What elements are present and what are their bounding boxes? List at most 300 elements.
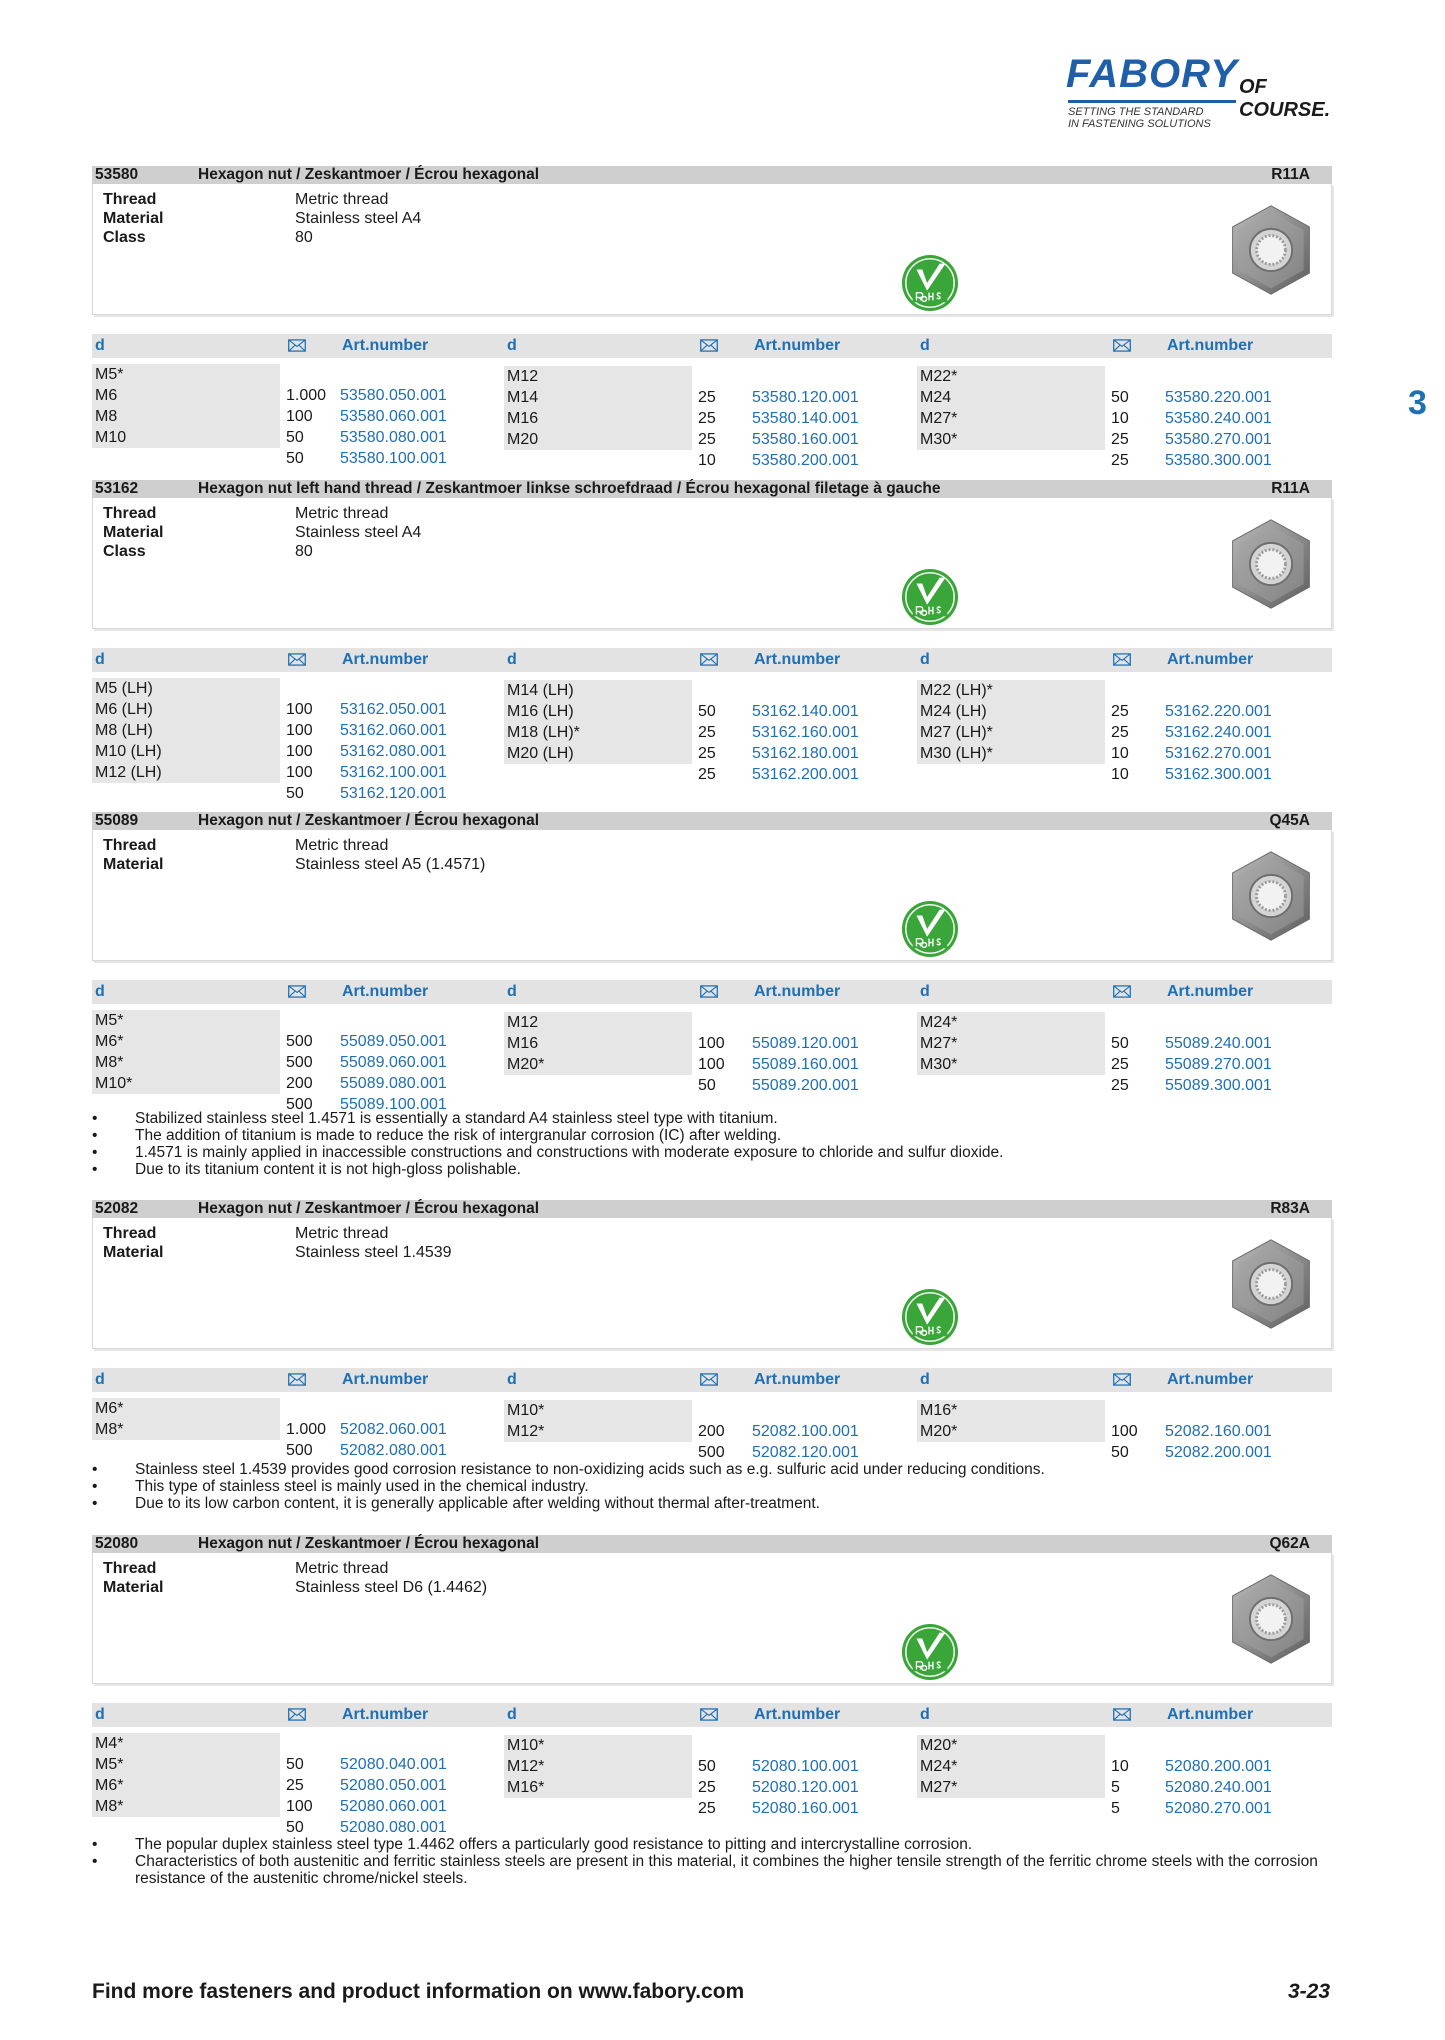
product-notes xyxy=(92,1110,1332,1178)
quantity-cell: 25 xyxy=(1111,1077,1129,1094)
size-cell: M10* xyxy=(92,1073,280,1094)
quantity-cell: 25 xyxy=(698,431,716,448)
product-title: Hexagon nut left hand thread / Zeskantmoer linkse schroefdraad / Écrou hexagonal filetage à gauche xyxy=(198,480,941,497)
article-number-link[interactable]: 55089.270.001 xyxy=(1165,1056,1272,1073)
rohs-check-icon xyxy=(901,900,959,958)
spec-value: Stainless steel A5 (1.4571) xyxy=(295,856,486,873)
table-column xyxy=(917,1012,1272,1094)
article-number-link[interactable]: 53580.050.001 xyxy=(340,387,447,404)
quantity-cell: 25 xyxy=(698,1800,716,1817)
envelope-icon xyxy=(288,339,306,352)
quantity-cell: 25 xyxy=(698,410,716,427)
quantity-cell: 50 xyxy=(1111,1444,1129,1461)
product-header xyxy=(92,166,1332,184)
quantity-cell: 25 xyxy=(1111,703,1129,720)
size-cell: M24* xyxy=(917,1756,1105,1777)
table-column xyxy=(92,1398,447,1459)
spec-label: Material xyxy=(103,210,164,227)
article-number-link[interactable]: 53580.300.001 xyxy=(1165,452,1272,469)
product-code: 55089 xyxy=(95,812,139,829)
column-header-d: d xyxy=(95,1371,105,1388)
quantity-cell: 50 xyxy=(286,450,304,467)
column-header-art-number: Art.number xyxy=(342,983,429,1000)
quantity-cell: 500 xyxy=(286,1096,313,1113)
logo-wordmark: FABORY xyxy=(1066,52,1238,96)
size-cell: M12* xyxy=(504,1756,692,1777)
size-cell: M20 xyxy=(504,429,692,450)
footer-text: Find more fasteners and product information on www.fabory.com xyxy=(92,1980,745,2003)
product-title: Hexagon nut / Zeskantmoer / Écrou hexagonal xyxy=(198,812,540,829)
product-header xyxy=(92,480,1332,498)
article-number-link[interactable]: 53580.220.001 xyxy=(1165,389,1272,406)
size-cell: M27* xyxy=(917,408,1105,429)
column-header-d: d xyxy=(95,337,105,354)
note-item: • This type of stainless steel is mainly used in the chemical industry. xyxy=(92,1478,1332,1495)
logo-tagline-2: IN FASTENING SOLUTIONS xyxy=(1068,118,1211,130)
size-cell: M5 (LH) xyxy=(92,678,280,699)
size-cell: M30* xyxy=(917,1054,1105,1075)
envelope-icon xyxy=(1113,1373,1131,1386)
article-number-link[interactable]: 53162.270.001 xyxy=(1165,745,1272,762)
table-header xyxy=(92,1368,1332,1392)
article-number-link[interactable]: 52082.120.001 xyxy=(752,1444,859,1461)
quantity-cell: 10 xyxy=(1111,745,1129,762)
envelope-icon xyxy=(700,1708,718,1721)
spec-label: Thread xyxy=(103,1560,157,1577)
column-header-d: d xyxy=(95,651,105,668)
column-header-art-number: Art.number xyxy=(342,1371,429,1388)
size-cell: M20* xyxy=(504,1054,692,1075)
column-header-d: d xyxy=(507,1706,517,1723)
size-cell: M8 (LH) xyxy=(92,720,280,741)
article-number-link[interactable]: 53162.050.001 xyxy=(340,701,447,718)
quantity-cell: 500 xyxy=(286,1054,313,1071)
hexagon-nut-image xyxy=(1223,848,1319,944)
table-column xyxy=(917,680,1272,783)
quantity-cell: 100 xyxy=(286,743,313,760)
quantity-cell: 100 xyxy=(286,764,313,781)
spec-label: Thread xyxy=(103,191,157,208)
size-cell: M6* xyxy=(92,1775,280,1796)
quantity-cell: 500 xyxy=(286,1033,313,1050)
spec-value: Stainless steel A4 xyxy=(295,210,422,227)
fabory-logo xyxy=(1066,52,1346,132)
product-section xyxy=(92,166,1332,469)
spec-value: Metric thread xyxy=(295,837,389,854)
rohs-check-icon xyxy=(901,1623,959,1681)
hexagon-nut-image xyxy=(1223,516,1319,612)
article-number-link[interactable]: 53162.180.001 xyxy=(752,745,859,762)
quantity-cell: 100 xyxy=(698,1035,725,1052)
note-item: • Stabilized stainless steel 1.4571 is essentially a standard A4 stainless steel type with titanium. xyxy=(92,1110,1332,1127)
column-header-d: d xyxy=(920,337,930,354)
rohs-check-icon xyxy=(901,254,959,312)
column-header-art-number: Art.number xyxy=(1167,1706,1254,1723)
envelope-icon xyxy=(700,653,718,666)
quantity-cell: 25 xyxy=(1111,452,1129,469)
product-grade: R11A xyxy=(1271,166,1310,183)
article-number-link[interactable]: 53580.160.001 xyxy=(752,431,859,448)
quantity-cell: 25 xyxy=(1111,431,1129,448)
quantity-cell: 25 xyxy=(698,1779,716,1796)
article-number-link[interactable]: 52080.080.001 xyxy=(340,1819,447,1836)
size-cell: M10 (LH) xyxy=(92,741,280,762)
quantity-cell: 100 xyxy=(286,701,313,718)
article-number-link[interactable]: 55089.050.001 xyxy=(340,1033,447,1050)
note-item: • Characteristics of both austenitic and ferritic stainless steels are present in this material, it combines the higher tensile strength of the ferritic chrome steels with the corrosion resistance of the austenitic chrome/nickel steels. xyxy=(92,1853,1332,1887)
table-header xyxy=(92,334,1332,358)
quantity-cell: 50 xyxy=(286,1819,304,1836)
quantity-cell: 25 xyxy=(1111,1056,1129,1073)
table-column xyxy=(504,1400,859,1461)
product-grade: Q45A xyxy=(1269,812,1310,829)
quantity-cell: 100 xyxy=(286,1798,313,1815)
note-item: • Due to its titanium content it is not high-gloss polishable. xyxy=(92,1161,1332,1178)
product-spec-box xyxy=(92,1218,1332,1349)
product-section xyxy=(92,480,1332,802)
article-number-link[interactable]: 53162.220.001 xyxy=(1165,703,1272,720)
product-header xyxy=(92,1200,1332,1218)
article-number-link[interactable]: 52082.200.001 xyxy=(1165,1444,1272,1461)
table-column xyxy=(917,1400,1272,1461)
envelope-icon xyxy=(288,985,306,998)
size-cell: M22* xyxy=(917,366,1105,387)
logo-suffix: OF COURSE. xyxy=(1239,76,1331,121)
quantity-cell: 50 xyxy=(698,1077,716,1094)
product-code: 52082 xyxy=(95,1200,139,1217)
hexagon-nut-image xyxy=(1223,1571,1319,1667)
logo-tagline xyxy=(1068,106,1211,130)
quantity-cell: 10 xyxy=(1111,766,1129,783)
quantity-cell: 500 xyxy=(286,1442,313,1459)
size-cell: M22 (LH)* xyxy=(917,680,1105,701)
size-cell: M12 xyxy=(504,366,692,387)
size-cell: M30* xyxy=(917,429,1105,450)
table-column xyxy=(504,680,859,783)
quantity-cell: 50 xyxy=(698,703,716,720)
article-number-link[interactable]: 53162.200.001 xyxy=(752,766,859,783)
article-number-link[interactable]: 52082.100.001 xyxy=(752,1423,859,1440)
spec-value: Metric thread xyxy=(295,1560,389,1577)
spec-value: 80 xyxy=(295,229,313,246)
quantity-cell: 25 xyxy=(286,1777,304,1794)
quantity-cell: 25 xyxy=(1111,724,1129,741)
product-notes xyxy=(92,1461,1332,1512)
table-header xyxy=(92,648,1332,672)
quantity-cell: 10 xyxy=(698,452,716,469)
size-cell: M27 (LH)* xyxy=(917,722,1105,743)
spec-value: Metric thread xyxy=(295,1225,389,1242)
quantity-cell: 50 xyxy=(286,1756,304,1773)
article-number-link[interactable]: 53162.240.001 xyxy=(1165,724,1272,741)
spec-value: Stainless steel D6 (1.4462) xyxy=(295,1579,488,1596)
column-header-art-number: Art.number xyxy=(754,1371,841,1388)
spec-label: Class xyxy=(103,543,146,560)
article-number-link[interactable]: 53580.200.001 xyxy=(752,452,859,469)
article-number-link[interactable]: 52082.080.001 xyxy=(340,1442,447,1459)
table-column xyxy=(92,678,447,802)
column-header-d: d xyxy=(507,651,517,668)
column-header-d: d xyxy=(920,651,930,668)
table-column xyxy=(917,1735,1272,1817)
article-number-link[interactable]: 53162.060.001 xyxy=(340,722,447,739)
article-number-link[interactable]: 53580.140.001 xyxy=(752,410,859,427)
column-header-d: d xyxy=(920,1371,930,1388)
article-number-link[interactable]: 53580.100.001 xyxy=(340,450,447,467)
product-header xyxy=(92,812,1332,830)
table-header xyxy=(92,1703,1332,1727)
size-cell: M24 xyxy=(917,387,1105,408)
spec-value: 80 xyxy=(295,543,313,560)
size-cell: M20* xyxy=(917,1421,1105,1442)
size-cell: M12 (LH) xyxy=(92,762,280,783)
chapter-number: 3 xyxy=(1408,384,1427,422)
article-number-link[interactable]: 52080.270.001 xyxy=(1165,1800,1272,1817)
size-cell: M12 xyxy=(504,1012,692,1033)
size-cell: M10* xyxy=(504,1400,692,1421)
quantity-cell: 50 xyxy=(1111,389,1129,406)
spec-label: Thread xyxy=(103,505,157,522)
quantity-cell: 50 xyxy=(1111,1035,1129,1052)
envelope-icon xyxy=(288,653,306,666)
table-column xyxy=(504,366,859,469)
table-column xyxy=(917,366,1272,469)
size-cell: M14 xyxy=(504,387,692,408)
size-cell: M6 (LH) xyxy=(92,699,280,720)
size-cell: M16* xyxy=(504,1777,692,1798)
quantity-cell: 10 xyxy=(1111,410,1129,427)
product-spec-box xyxy=(92,1553,1332,1684)
product-grade: Q62A xyxy=(1269,1535,1310,1552)
quantity-cell: 200 xyxy=(698,1423,725,1440)
quantity-cell: 5 xyxy=(1111,1779,1120,1796)
size-cell: M18 (LH)* xyxy=(504,722,692,743)
column-header-art-number: Art.number xyxy=(1167,651,1254,668)
article-number-link[interactable]: 53162.300.001 xyxy=(1165,766,1272,783)
product-grade: R83A xyxy=(1270,1200,1310,1217)
size-cell: M24 (LH) xyxy=(917,701,1105,722)
note-item: • Stainless steel 1.4539 provides good corrosion resistance to non-oxidizing acids such as e.g. sulfuric acid under reducing conditions. xyxy=(92,1461,1332,1478)
note-item: • The popular duplex stainless steel type 1.4462 offers a particularly good resistance to pitting and intercrystalline corrosion. xyxy=(92,1836,1332,1853)
table-header xyxy=(92,980,1332,1004)
product-section xyxy=(92,1200,1332,1461)
quantity-cell: 100 xyxy=(698,1056,725,1073)
article-number-link[interactable]: 53580.060.001 xyxy=(340,408,447,425)
article-number-link[interactable]: 53162.080.001 xyxy=(340,743,447,760)
column-header-art-number: Art.number xyxy=(754,983,841,1000)
note-item: • 1.4571 is mainly applied in inaccessible constructions and constructions with moderate exposure to chloride and sulfur dioxide. xyxy=(92,1144,1332,1161)
table-column xyxy=(504,1012,859,1094)
product-header xyxy=(92,1535,1332,1553)
size-cell: M10* xyxy=(504,1735,692,1756)
size-cell: M30 (LH)* xyxy=(917,743,1105,764)
article-number-link[interactable]: 53580.080.001 xyxy=(340,429,447,446)
size-cell: M16 xyxy=(504,408,692,429)
article-number-link[interactable]: 52080.240.001 xyxy=(1165,1779,1272,1796)
hexagon-nut-image xyxy=(1223,202,1319,298)
article-number-link[interactable]: 52082.160.001 xyxy=(1165,1423,1272,1440)
size-cell: M16* xyxy=(917,1400,1105,1421)
column-header-art-number: Art.number xyxy=(754,651,841,668)
product-spec-box xyxy=(92,184,1332,315)
product-title: Hexagon nut / Zeskantmoer / Écrou hexagonal xyxy=(198,1535,540,1552)
product-code: 52080 xyxy=(95,1535,139,1552)
quantity-cell: 50 xyxy=(286,429,304,446)
spec-value: Stainless steel 1.4539 xyxy=(295,1244,452,1261)
envelope-icon xyxy=(288,1373,306,1386)
note-item: • The addition of titanium is made to reduce the risk of intergranular corrosion (IC) after welding. xyxy=(92,1127,1332,1144)
article-number-link[interactable]: 55089.300.001 xyxy=(1165,1077,1272,1094)
product-grade: R11A xyxy=(1271,480,1310,497)
article-number-link[interactable]: 52080.050.001 xyxy=(340,1777,447,1794)
size-cell: M8* xyxy=(92,1419,280,1440)
table-column xyxy=(92,1010,447,1113)
size-cell: M16 xyxy=(504,1033,692,1054)
product-section xyxy=(92,812,1332,1113)
spec-label: Thread xyxy=(103,1225,157,1242)
quantity-cell: 1.000 xyxy=(286,1421,327,1438)
quantity-cell: 100 xyxy=(286,722,313,739)
quantity-cell: 25 xyxy=(698,389,716,406)
column-header-d: d xyxy=(920,1706,930,1723)
size-cell: M5* xyxy=(92,364,280,385)
quantity-cell: 25 xyxy=(698,745,716,762)
logo-underline xyxy=(1068,100,1236,103)
quantity-cell: 50 xyxy=(698,1758,716,1775)
table-column xyxy=(504,1735,859,1817)
article-number-link[interactable]: 53162.140.001 xyxy=(752,703,859,720)
quantity-cell: 200 xyxy=(286,1075,313,1092)
size-cell: M20 (LH) xyxy=(504,743,692,764)
article-number-link[interactable]: 53580.270.001 xyxy=(1165,431,1272,448)
envelope-icon xyxy=(1113,339,1131,352)
quantity-cell: 1.000 xyxy=(286,387,327,404)
product-notes xyxy=(92,1836,1332,1887)
product-section xyxy=(92,1535,1332,1836)
article-number-link[interactable]: 53580.120.001 xyxy=(752,389,859,406)
column-header-d: d xyxy=(95,1706,105,1723)
product-title: Hexagon nut / Zeskantmoer / Écrou hexagonal xyxy=(198,1200,540,1217)
column-header-d: d xyxy=(507,1371,517,1388)
size-cell: M6* xyxy=(92,1398,280,1419)
size-cell: M10 xyxy=(92,427,280,448)
column-header-d: d xyxy=(920,983,930,1000)
article-number-link[interactable]: 52080.060.001 xyxy=(340,1798,447,1815)
column-header-art-number: Art.number xyxy=(342,1706,429,1723)
spec-label: Material xyxy=(103,1579,164,1596)
article-number-link[interactable]: 53162.160.001 xyxy=(752,724,859,741)
quantity-cell: 25 xyxy=(698,766,716,783)
column-header-art-number: Art.number xyxy=(1167,1371,1254,1388)
size-cell: M4* xyxy=(92,1733,280,1754)
hexagon-nut-image xyxy=(1223,1236,1319,1332)
spec-value: Metric thread xyxy=(295,505,389,522)
size-cell: M8 xyxy=(92,406,280,427)
size-cell: M14 (LH) xyxy=(504,680,692,701)
size-cell: M6 xyxy=(92,385,280,406)
spec-label: Class xyxy=(103,229,146,246)
envelope-icon xyxy=(1113,1708,1131,1721)
spec-value: Stainless steel A4 xyxy=(295,524,422,541)
quantity-cell: 500 xyxy=(698,1444,725,1461)
note-item: • Due to its low carbon content, it is generally applicable after welding without thermal after-treatment. xyxy=(92,1495,1332,1512)
product-code: 53162 xyxy=(95,480,139,497)
article-number-link[interactable]: 55089.160.001 xyxy=(752,1056,859,1073)
quantity-cell: 100 xyxy=(286,408,313,425)
article-number-link[interactable]: 53162.120.001 xyxy=(340,785,447,802)
article-number-link[interactable]: 52080.120.001 xyxy=(752,1779,859,1796)
article-number-link[interactable]: 52080.160.001 xyxy=(752,1800,859,1817)
rohs-check-icon xyxy=(901,1288,959,1346)
size-cell: M8* xyxy=(92,1796,280,1817)
envelope-icon xyxy=(1113,985,1131,998)
size-cell: M16 (LH) xyxy=(504,701,692,722)
quantity-cell: 25 xyxy=(698,724,716,741)
size-cell: M8* xyxy=(92,1052,280,1073)
logo-tagline-1: SETTING THE STANDARD xyxy=(1068,106,1204,118)
column-header-d: d xyxy=(95,983,105,1000)
size-cell: M5* xyxy=(92,1754,280,1775)
envelope-icon xyxy=(700,1373,718,1386)
article-number-link[interactable]: 53162.100.001 xyxy=(340,764,447,781)
spec-value: Metric thread xyxy=(295,191,389,208)
quantity-cell: 10 xyxy=(1111,1758,1129,1775)
column-header-art-number: Art.number xyxy=(1167,337,1254,354)
size-cell: M12* xyxy=(504,1421,692,1442)
article-number-link[interactable]: 55089.080.001 xyxy=(340,1075,447,1092)
table-column xyxy=(92,364,447,467)
table-column xyxy=(92,1733,447,1836)
column-header-art-number: Art.number xyxy=(754,337,841,354)
product-spec-box xyxy=(92,498,1332,629)
size-cell: M27* xyxy=(917,1033,1105,1054)
spec-label: Material xyxy=(103,856,164,873)
article-number-link[interactable]: 52080.040.001 xyxy=(340,1756,447,1773)
article-number-link[interactable]: 55089.120.001 xyxy=(752,1035,859,1052)
column-header-art-number: Art.number xyxy=(1167,983,1254,1000)
column-header-d: d xyxy=(507,983,517,1000)
spec-label: Material xyxy=(103,1244,164,1261)
article-number-link[interactable]: 55089.100.001 xyxy=(340,1096,447,1113)
size-cell: M5* xyxy=(92,1010,280,1031)
size-cell: M24* xyxy=(917,1012,1105,1033)
size-cell: M20* xyxy=(917,1735,1105,1756)
product-spec-box xyxy=(92,830,1332,961)
column-header-d: d xyxy=(507,337,517,354)
page-number: 3-23 xyxy=(1288,1980,1331,2003)
size-cell: M6* xyxy=(92,1031,280,1052)
article-number-link[interactable]: 55089.240.001 xyxy=(1165,1035,1272,1052)
quantity-cell: 100 xyxy=(1111,1423,1138,1440)
spec-label: Material xyxy=(103,524,164,541)
quantity-cell: 5 xyxy=(1111,1800,1120,1817)
product-code: 53580 xyxy=(95,166,139,183)
column-header-art-number: Art.number xyxy=(754,1706,841,1723)
rohs-check-icon xyxy=(901,568,959,626)
article-number-link[interactable]: 53580.240.001 xyxy=(1165,410,1272,427)
article-number-link[interactable]: 52080.200.001 xyxy=(1165,1758,1272,1775)
article-number-link[interactable]: 55089.200.001 xyxy=(752,1077,859,1094)
envelope-icon xyxy=(288,1708,306,1721)
envelope-icon xyxy=(700,985,718,998)
envelope-icon xyxy=(700,339,718,352)
quantity-cell: 50 xyxy=(286,785,304,802)
article-number-link[interactable]: 52082.060.001 xyxy=(340,1421,447,1438)
article-number-link[interactable]: 52080.100.001 xyxy=(752,1758,859,1775)
column-header-art-number: Art.number xyxy=(342,651,429,668)
article-number-link[interactable]: 55089.060.001 xyxy=(340,1054,447,1071)
envelope-icon xyxy=(1113,653,1131,666)
